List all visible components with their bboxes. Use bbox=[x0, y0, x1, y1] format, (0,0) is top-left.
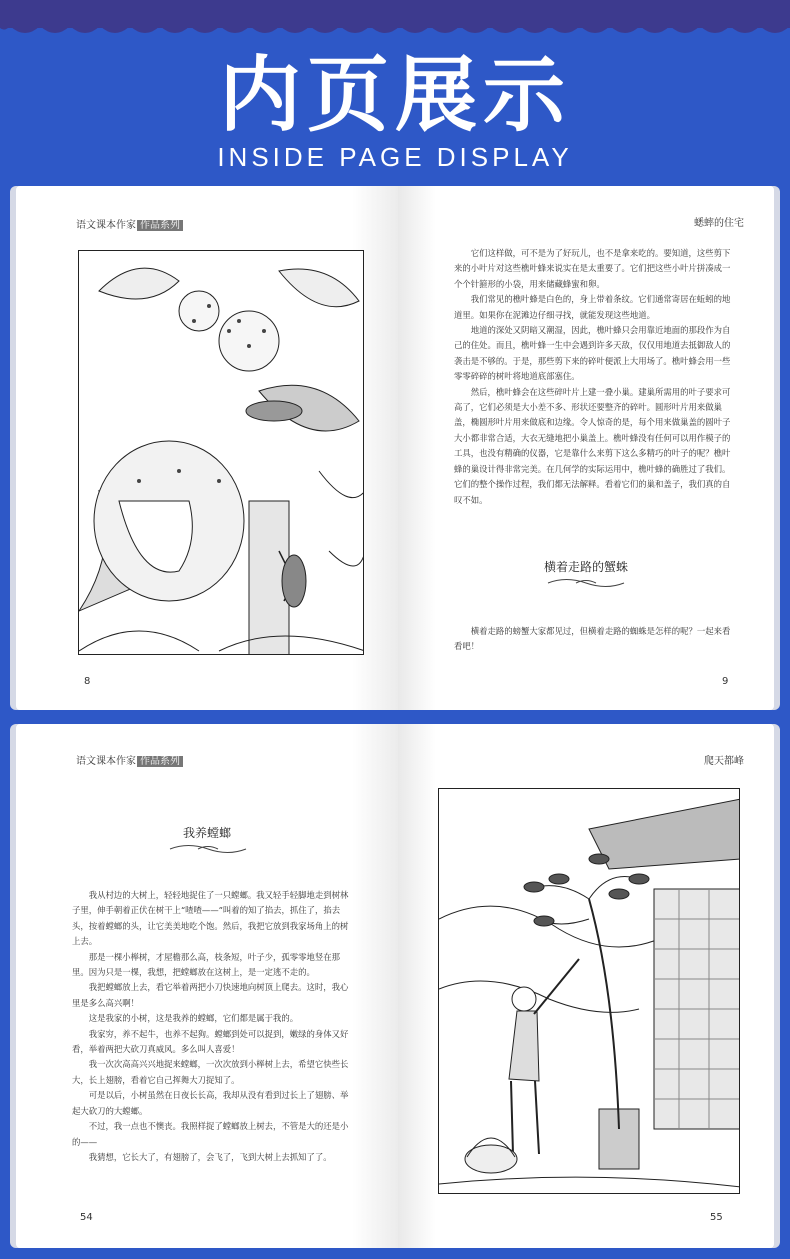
page-number: 54 bbox=[80, 1212, 93, 1223]
article-body bbox=[72, 888, 354, 1165]
article-body bbox=[454, 246, 736, 508]
tree-illustration bbox=[438, 788, 740, 1194]
bee-illustration-art bbox=[79, 251, 364, 655]
chapter-header: 爬天都峰 bbox=[704, 756, 744, 767]
paragraph: 它们这样做，可不是为了好玩儿，也不是拿来吃的。要知道，这些剪下来的小叶片对这些樵叶蜂来说实在是太重要了。它们把这些小叶片拼凑成一个个针箍形的小袋，用来储藏蜂蜜和卵。 bbox=[454, 248, 731, 289]
decorative-wave bbox=[0, 18, 790, 40]
tree-illustration-art bbox=[439, 789, 740, 1194]
page-number: 55 bbox=[710, 1212, 723, 1223]
paragraph: 我一次次高高兴兴地捉来螳螂，一次次放到小榉树上去，希望它快些长大，长上翅膀，看着它自己挥舞大刀捉知了。 bbox=[72, 1059, 349, 1085]
series-header-label: 语文课本作家 bbox=[76, 220, 136, 231]
series-header bbox=[76, 216, 183, 231]
book-spread-2 bbox=[10, 724, 780, 1248]
paragraph: 我把螳螂放上去，看它举着两把小刀快速地向树顶上爬去。这时，我心里是多么高兴啊！ bbox=[72, 982, 349, 1008]
hero-subtitle: INSIDE PAGE DISPLAY bbox=[217, 142, 573, 172]
right-page bbox=[398, 186, 774, 710]
paragraph: 可是以后，小树虽然在日夜长长高，我却从没有看到过长上了翅膀、举起大砍刀的大螳螂。 bbox=[72, 1090, 349, 1116]
left-page bbox=[16, 186, 398, 710]
paragraph: 不过，我一点也不懊丧。我照样捉了螳螂放上树去，不管是大的还是小的—— bbox=[72, 1121, 349, 1147]
paragraph: 横着走路的螃蟹大家都见过，但横着走路的蜘蛛是怎样的呢？一起来看看吧！ bbox=[454, 626, 731, 652]
flourish-ornament bbox=[546, 576, 626, 590]
chapter-header: 蟋蟀的住宅 bbox=[694, 218, 744, 229]
section-title: 我养螳螂 bbox=[182, 826, 231, 840]
series-header bbox=[76, 752, 183, 767]
series-header-tag: 作品系列 bbox=[137, 220, 183, 231]
bee-illustration bbox=[78, 250, 364, 655]
flourish-ornament bbox=[168, 842, 248, 856]
book-spread-1 bbox=[10, 186, 780, 710]
paragraph: 那是一棵小榉树，才屋檐那么高，枝条短，叶子少，孤零零地竖在那里。因为只是一棵，我想，把螳螂放在这树上，是一定逃不走的。 bbox=[72, 951, 341, 978]
paragraph: 我从村边的大树上，轻轻地捉住了一只螳螂。我又轻手轻脚地走到树林子里，伸手朝着正伏在树干上“喳喳——”叫着的知了掐去，抓住了，掐去头，按着螳螂的头，让它美美地吃个饱。然后，我把它放到我家场角上的树上去。 bbox=[72, 890, 349, 947]
paragraph: 然后，樵叶蜂会在这些碎叶片上建一叠小巢。建巢所需用的叶子要求可高了，它们必须是大小差不多、形状还要整齐的碎叶。圆形叶片用来做巢盖，椭圆形叶片用来做底和边缘。令人惊奇的是，每个用来做巢盖的圆叶子大小都非常合适，大衣无缝地把小巢盖上。樵叶蜂没有任何可以用作模子的工具，也没有精确的仪器，它是靠什么来剪下这么多精巧的叶子的呢？樵叶蜂的巢设计得非常完美。在几何学的实际运用中，樵叶蜂的确胜过了我们。它们的整个操作过程，我们都无法解释。看着它们的巢和盖子，我们真的自叹不如。 bbox=[454, 386, 731, 505]
paragraph: 我们常见的樵叶蜂是白色的，身上带着条纹。它们通常寄居在蚯蚓的地道里。如果你在泥滩边仔细寻找，就能发现这些地道。 bbox=[454, 294, 731, 320]
paragraph: 地道的深处又阴暗又潮湿，因此，樵叶蜂只会用靠近地面的那段作为自己的住处。而且，樵叶蜂一生中会遇到许多天敌，仅仅用地道去抵御敌人的袭击是不够的。于是，那些剪下来的碎叶便派上大用场了。樵叶蜂会用一些零零碎碎的树叶将地道底部塞住。 bbox=[454, 325, 731, 382]
series-header-tag: 作品系列 bbox=[137, 756, 183, 767]
section-title: 横着走路的蟹蛛 bbox=[543, 560, 628, 574]
series-header-label: 语文课本作家 bbox=[76, 756, 136, 767]
paragraph: 我家穷，养不起牛，也养不起狗。螳螂到处可以捉到，嫩绿的身体又好看，举着两把大砍刀真威风。多么叫人喜爱！ bbox=[72, 1028, 349, 1055]
section-intro bbox=[454, 624, 736, 655]
page-number: 8 bbox=[84, 676, 91, 687]
paragraph: 我猜想，它长大了，有翅膀了，会飞了，飞到大树上去抓知了了。 bbox=[88, 1151, 332, 1162]
hero-title: 内页展示 bbox=[218, 48, 571, 143]
left-page bbox=[16, 724, 398, 1248]
paragraph: 这是我家的小树，这是我养的螳螂，它们都是属于我的。 bbox=[88, 1013, 299, 1024]
page-number: 9 bbox=[722, 676, 729, 687]
right-page bbox=[398, 724, 774, 1248]
